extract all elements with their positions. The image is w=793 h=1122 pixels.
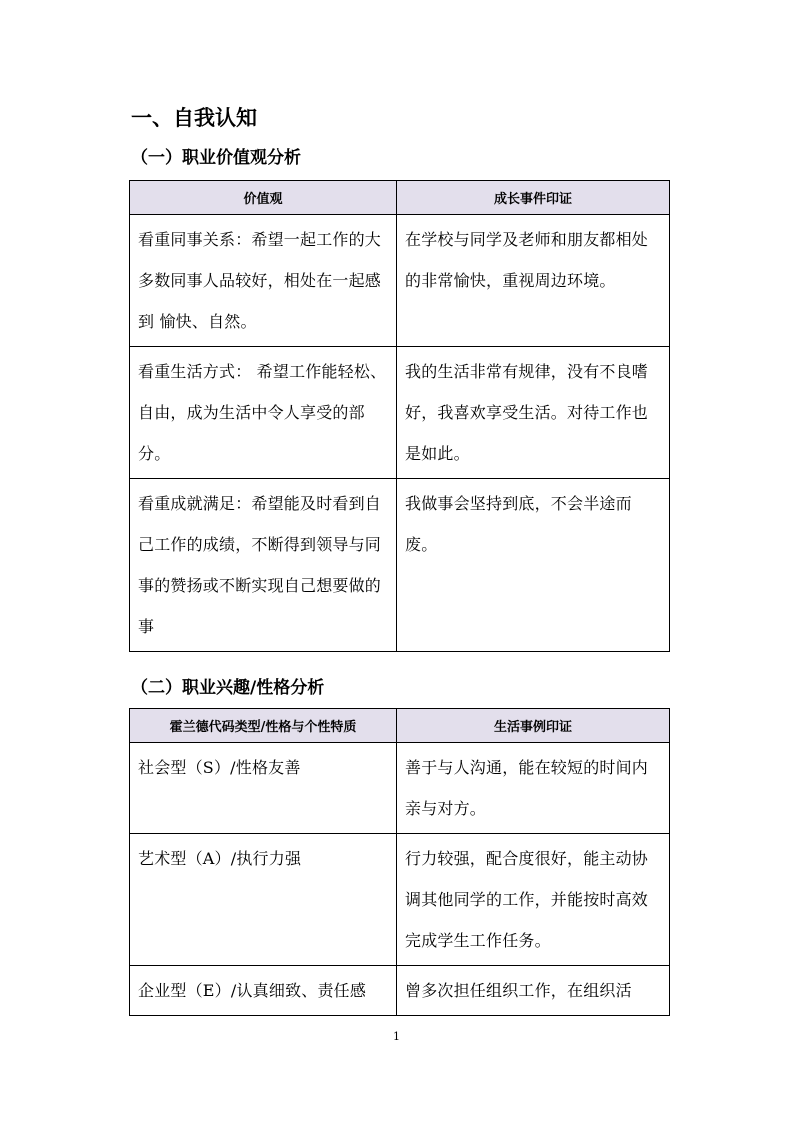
column-header-life-evidence: 生活事例印证	[397, 709, 670, 743]
cell-text: 社会型（S）/性格友善	[138, 758, 301, 777]
column-header-evidence: 成长事件印证	[397, 181, 670, 215]
cell-text: 看重同事关系：希望一起工作的大多数同事人品较好，相处在一起感到 愉快、自然。	[138, 230, 382, 331]
table-cell	[397, 966, 670, 1016]
table-cell	[397, 479, 670, 652]
table-cell	[130, 966, 397, 1016]
section-title-values: （一）职业价值观分析	[131, 148, 301, 168]
cell-text: 我的生活非常有规律，没有不良嗜好，我喜欢享受生活。对待工作也是如此。	[405, 362, 649, 463]
page-number: 1	[393, 1030, 400, 1043]
cell-text: 在学校与同学及老师和朋友都相处的非常愉快，重视周边环境。	[405, 230, 649, 290]
cell-text: 善于与人沟通，能在较短的时间内亲与对方。	[405, 758, 649, 818]
cell-text: 看重成就满足：希望能及时看到自己工作的成绩，不断得到领导与同事的赞扬或不断实现自己想要做的事	[138, 494, 382, 636]
table-cell	[130, 479, 397, 652]
column-header-values: 价值观	[130, 181, 397, 215]
section-title-interests: （二）职业兴趣/性格分析	[131, 678, 325, 698]
cell-text: 艺术型（A）/执行力强	[138, 849, 302, 868]
cell-text: 我做事会坚持到底，不会半途而废。	[405, 494, 632, 554]
table-cell	[397, 347, 670, 479]
table-row	[130, 743, 670, 834]
heading-self-awareness: 一、自我认知	[131, 106, 257, 130]
interests-table	[129, 708, 670, 1016]
table-header-row	[130, 181, 670, 215]
table-row	[130, 966, 670, 1016]
table-cell	[130, 743, 397, 834]
cell-text: 看重生活方式： 希望工作能轻松、自由，成为生活中令人享受的部分。	[138, 362, 387, 463]
table-cell	[130, 834, 397, 966]
column-header-holland-type: 霍兰德代码类型/性格与个性特质	[130, 709, 397, 743]
cell-text: 曾多次担任组织工作，在组织活	[405, 981, 632, 1000]
table-cell	[397, 215, 670, 347]
table-cell	[130, 347, 397, 479]
values-table	[129, 180, 670, 652]
table-cell	[397, 743, 670, 834]
cell-text: 行力较强，配合度很好，能主动协调其他同学的工作，并能按时高效完成学生工作任务。	[405, 849, 649, 950]
table-row	[130, 347, 670, 479]
table-row	[130, 834, 670, 966]
table-header-row	[130, 709, 670, 743]
table-row	[130, 479, 670, 652]
table-cell	[130, 215, 397, 347]
table-cell	[397, 834, 670, 966]
cell-text: 企业型（E）/认真细致、责任感	[138, 981, 367, 1000]
table-row	[130, 215, 670, 347]
